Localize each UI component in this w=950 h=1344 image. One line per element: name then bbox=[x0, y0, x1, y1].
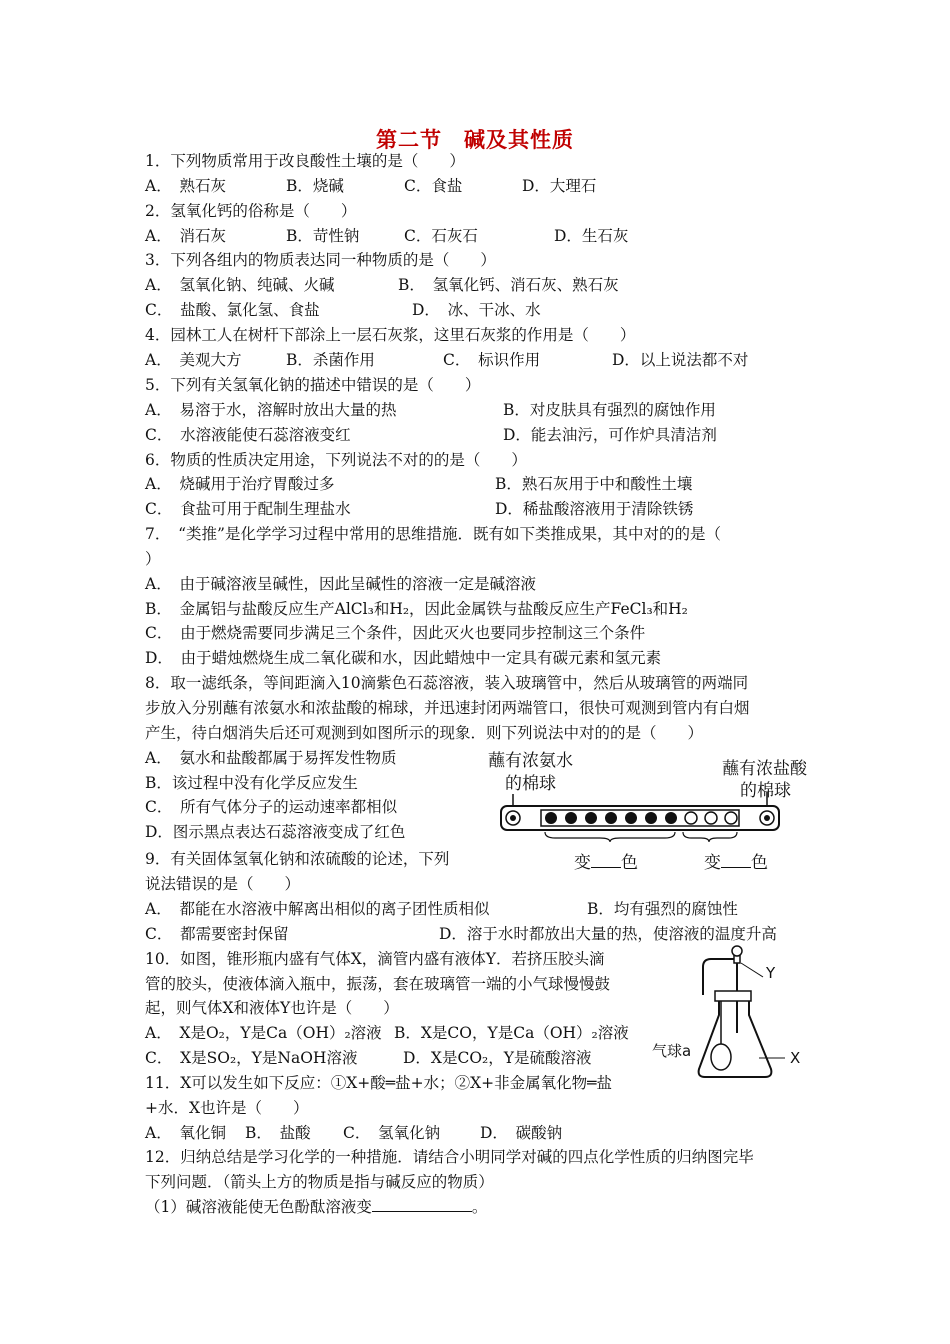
q8-fig-left-label-2: 的棉球 bbox=[505, 774, 556, 794]
q1-option-b: B．烧碱 bbox=[286, 177, 344, 195]
bent-glass-tube bbox=[703, 959, 737, 995]
q12-sub-question-1 bbox=[145, 1197, 487, 1217]
q1-stem: 1．下列物质常用于改良酸性土壤的是（ ） bbox=[145, 152, 465, 170]
q3-stem: 3．下列各组内的物质表达同一种物质的是（ ） bbox=[145, 251, 496, 269]
stopper bbox=[715, 991, 751, 1001]
conical-flask bbox=[699, 1001, 772, 1077]
q8-fig-right-label-2: 的棉球 bbox=[740, 781, 791, 801]
change-left-blank bbox=[591, 867, 621, 868]
q8-stem-line-3: 产生，待白烟消失后还可观测到如图所示的现象．则下列说法中对的的是（ ） bbox=[145, 724, 704, 742]
q8-tube-diagram bbox=[495, 790, 785, 842]
q2-option-d: D．生石灰 bbox=[554, 227, 629, 245]
q8-fig-change-right bbox=[704, 848, 768, 873]
q10-fig-label-y: Y bbox=[766, 964, 776, 982]
q8-fig-change-left bbox=[574, 848, 638, 873]
y-pointer-line bbox=[741, 963, 763, 977]
q11-option-d: D． 碳酸钠 bbox=[480, 1124, 563, 1142]
q11-option-b: B． 盐酸 bbox=[245, 1124, 311, 1142]
q8-option-b: B．该过程中没有化学反应发生 bbox=[145, 774, 358, 792]
q7-stem-line-1: 7． “类推”是化学学习过程中常用的思维措施．既有如下类推成果，其中对的的是（ bbox=[145, 525, 721, 543]
q6-option-d: D．稀盐酸溶液用于清除铁锈 bbox=[495, 500, 694, 518]
change-right-blank bbox=[721, 867, 751, 868]
litmus-dot-4 bbox=[605, 812, 617, 824]
litmus-dot-10 bbox=[725, 812, 737, 824]
q5-option-c: C． 水溶液能使石蕊溶液变红 bbox=[145, 426, 351, 444]
q9-stem-line-2: 说法错误的是（ ） bbox=[145, 875, 301, 893]
q5-option-a: A． 易溶于水，溶解时放出大量的热 bbox=[145, 401, 397, 419]
q11-stem-line-2: +水．X也许是（ ） bbox=[145, 1099, 309, 1117]
q8-stem-line-2: 步放入分别蘸有浓氨水和浓盐酸的棉球，并迅速封闭两端管口，很快可观测到管内有白烟 bbox=[145, 699, 750, 717]
litmus-dot-5 bbox=[625, 812, 637, 824]
change-right-pre: 变 bbox=[704, 853, 721, 873]
change-left-post: 色 bbox=[621, 853, 638, 873]
q10-stem-line-1: 10．如图，锥形瓶内盛有气体X，滴管内盛有液体Y．若挤压胶头滴 bbox=[145, 950, 605, 968]
q12-stem-line-2: 下列问题．（箭头上方的物质是指与碱反应的物质） bbox=[145, 1173, 494, 1191]
left-brace bbox=[545, 832, 675, 842]
q4-option-b: B．杀菌作用 bbox=[286, 351, 375, 369]
q12-sub1-text: （1）碱溶液能使无色酚酞溶液变 bbox=[145, 1198, 372, 1216]
q3-option-c: C． 盐酸、氯化氢、食盐 bbox=[145, 301, 320, 319]
hcl-cotton-ball-core bbox=[764, 815, 770, 821]
q7-stem-line-2: ） bbox=[145, 550, 161, 568]
q10-option-b: B．X是CO，Y是Ca（OH）₂溶液 bbox=[394, 1024, 629, 1042]
litmus-dot-8 bbox=[685, 812, 697, 824]
q4-option-d: D．以上说法都不对 bbox=[612, 351, 749, 369]
q10-stem-line-3: 起，则气体X和液体Y也许是（ ） bbox=[145, 999, 399, 1017]
q9-option-d: D．溶于水时都放出大量的热，使溶液的温度升高 bbox=[439, 925, 777, 943]
q5-stem: 5．下列有关氢氧化钠的描述中错误的是（ ） bbox=[145, 376, 481, 394]
q9-option-a: A． 都能在水溶液中解离出相似的离子团性质相似 bbox=[145, 900, 490, 918]
q2-option-b: B．苛性钠 bbox=[286, 227, 360, 245]
q9-option-c: C． 都需要密封保留 bbox=[145, 925, 289, 943]
q9-stem-line-1: 9．有关固体氢氧化钠和浓硫酸的论述，下列 bbox=[145, 850, 450, 868]
q8-option-c: C． 所有气体分子的运动速率都相似 bbox=[145, 798, 398, 816]
q8-option-a: A． 氨水和盐酸都属于易挥发性物质 bbox=[145, 749, 397, 767]
q8-fig-right-label-1: 蘸有浓盐酸 bbox=[722, 759, 807, 779]
balloon-a bbox=[711, 1044, 731, 1070]
change-left-pre: 变 bbox=[574, 853, 591, 873]
q7-option-c: C． 由于燃烧需要同步满足三个条件，因此灭火也要同步控制这三个条件 bbox=[145, 624, 646, 642]
change-right-post: 色 bbox=[751, 853, 768, 873]
litmus-dot-2 bbox=[565, 812, 577, 824]
q1-option-a: A． 熟石灰 bbox=[145, 177, 226, 195]
q3-option-a: A． 氢氧化钠、纯碱、火碱 bbox=[145, 276, 335, 294]
q6-option-c: C． 食盐可用于配制生理盐水 bbox=[145, 500, 351, 518]
q10-option-a: A． X是O₂，Y是Ca（OH）₂溶液 bbox=[145, 1024, 382, 1042]
q7-option-b: B． 金属铝与盐酸反应生产AlCl₃和H₂，因此金属铁与盐酸反应生产FeCl₃和H₂ bbox=[145, 600, 688, 618]
q1-option-d: D．大理石 bbox=[522, 177, 597, 195]
q12-sub1-answer-blank[interactable] bbox=[372, 1197, 472, 1212]
litmus-dot-7 bbox=[665, 812, 677, 824]
q4-option-a: A． 美观大方 bbox=[145, 351, 242, 369]
q11-stem-line-1: 11．X可以发生如下反应：①X+酸═盐+水；②X+非金属氧化物═盐 bbox=[145, 1074, 612, 1092]
q10-option-d: D．X是CO₂，Y是硫酸溶液 bbox=[403, 1049, 592, 1067]
q6-option-a: A． 烧碱用于治疗胃酸过多 bbox=[145, 475, 335, 493]
q6-stem: 6．物质的性质决定用途，下列说法不对的的是（ ） bbox=[145, 451, 527, 469]
q4-option-c: C． 标识作用 bbox=[443, 351, 541, 369]
q8-fig-left-label-1: 蘸有浓氨水 bbox=[488, 751, 573, 771]
litmus-dot-3 bbox=[585, 812, 597, 824]
litmus-dot-1 bbox=[545, 812, 557, 824]
q7-option-d: D． 由于蜡烛燃烧生成二氧化碳和水，因此蜡烛中一定具有碳元素和氢元素 bbox=[145, 649, 662, 667]
q4-stem: 4．园林工人在树杆下部涂上一层石灰浆，这里石灰浆的作用是（ ） bbox=[145, 326, 636, 344]
q3-option-b: B． 氢氧化钙、消石灰、熟石灰 bbox=[398, 276, 619, 294]
q7-option-a: A． 由于碱溶液呈碱性，因此呈碱性的溶液一定是碱溶液 bbox=[145, 575, 536, 593]
q11-option-a: A． 氧化铜 bbox=[145, 1124, 226, 1142]
q10-fig-label-x: X bbox=[790, 1049, 801, 1067]
q5-option-b: B．对皮肤具有强烈的腐蚀作用 bbox=[503, 401, 716, 419]
q12-stem-line-1: 12．归纳总结是学习化学的一种措施．请结合小明同学对碱的四点化学性质的归纳图完毕 bbox=[145, 1148, 754, 1166]
right-brace bbox=[683, 832, 737, 842]
q2-option-a: A． 消石灰 bbox=[145, 227, 226, 245]
litmus-dot-6 bbox=[645, 812, 657, 824]
q8-stem-line-1: 8．取一滤纸条，等间距滴入10滴紫色石蕊溶液，装入玻璃管中，然后从玻璃管的两端同 bbox=[145, 674, 749, 692]
q8-option-d: D．图示黑点表达石蕊溶液变成了红色 bbox=[145, 823, 406, 841]
q12-sub1-end: 。 bbox=[471, 1198, 488, 1216]
ammonia-cotton-ball-core bbox=[510, 815, 516, 821]
litmus-dot-9 bbox=[705, 812, 717, 824]
q2-stem: 2．氢氧化钙的俗称是（ ） bbox=[145, 202, 357, 220]
q5-option-d: D．能去油污，可作炉具清洁剂 bbox=[503, 426, 717, 444]
q10-stem-line-2: 管的胶头，使液体滴入瓶中，振荡，套在玻璃管一端的小气球慢慢鼓 bbox=[145, 975, 611, 993]
q2-option-c: C．石灰石 bbox=[404, 227, 478, 245]
q9-option-b: B．均有强烈的腐蚀性 bbox=[587, 900, 738, 918]
q6-option-b: B．熟石灰用于中和酸性土壤 bbox=[495, 475, 693, 493]
q3-option-d: D． 冰、干冰、水 bbox=[412, 301, 541, 319]
q1-option-c: C．食盐 bbox=[404, 177, 463, 195]
q11-option-c: C． 氢氧化钠 bbox=[343, 1124, 441, 1142]
q10-option-c: C． X是SO₂，Y是NaOH溶液 bbox=[145, 1049, 358, 1067]
dropper-top bbox=[732, 946, 742, 956]
page-title: 第二节 碱及其性质 bbox=[376, 128, 574, 152]
q10-fig-label-balloon: 气球a bbox=[652, 1042, 692, 1060]
